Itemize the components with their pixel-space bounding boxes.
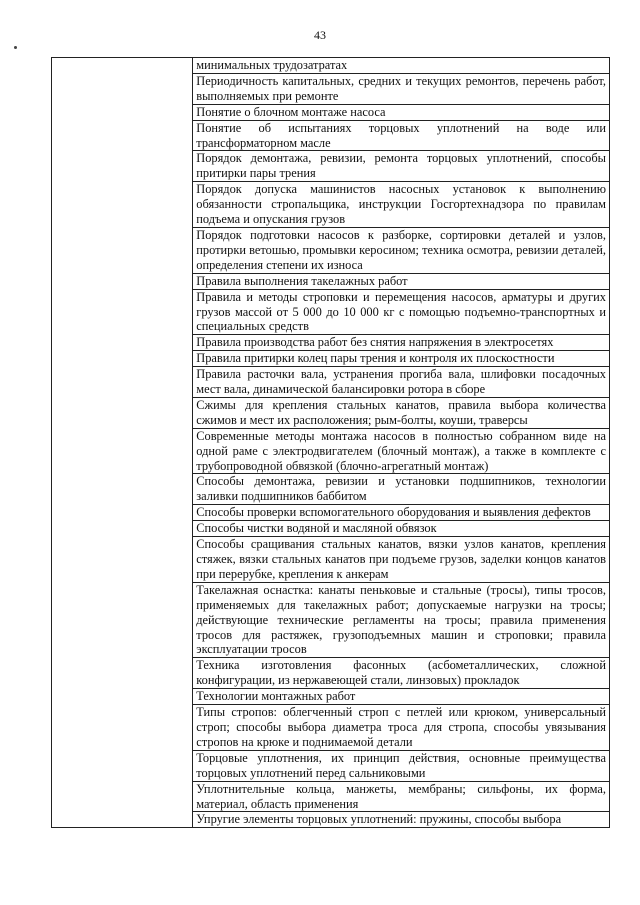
table-row bbox=[52, 58, 610, 74]
table-cell bbox=[193, 151, 610, 182]
left-column-cell bbox=[52, 58, 193, 828]
cell-text: Правила и методы строповки и перемещения насосов, арматуры и других грузов массой от 5 000 до 10 000 кг с помощью подъемно-транспортных и специальных средств bbox=[196, 289, 606, 334]
cell-text: Порядок допуска машинистов насосных установок к выполнению обязанности стропальщика, инструкции Госгортехнадзора по правилам подъема и опускания грузов bbox=[196, 182, 606, 227]
table-cell bbox=[193, 73, 610, 104]
table-cell bbox=[193, 474, 610, 505]
table-cell bbox=[193, 781, 610, 812]
table-cell bbox=[193, 335, 610, 351]
cell-text: Сжимы для крепления стальных канатов, правила выбора количества сжимов и мест их расположения; рым-болты, коуши, траверсы bbox=[196, 397, 606, 427]
table-cell bbox=[193, 58, 610, 74]
table-cell bbox=[193, 750, 610, 781]
table-cell bbox=[193, 120, 610, 151]
table-cell bbox=[193, 705, 610, 751]
scan-speck bbox=[14, 46, 17, 49]
cell-text: Способы демонтажа, ревизии и установки подшипников, технологии заливки подшипников баббитом bbox=[196, 474, 606, 504]
cell-text: Современные методы монтажа насосов в полностью собранном виде на одной раме с электродвигателем (блочный монтаж), а также в комплекте с трубопроводной обвязкой (блочно-агрегатный монтаж) bbox=[196, 428, 606, 473]
table-cell bbox=[193, 428, 610, 474]
table-cell bbox=[193, 351, 610, 367]
table-cell bbox=[193, 367, 610, 398]
cell-text: Такелажная оснастка: канаты пеньковые и стальные (тросы), типы тросов, применяемых для такелажных работ; допускаемые нагрузки на тросы; действующие технические регламенты на тросы; правила применения тросов для растяжек, грузоподъемных машин и строповки; правила эксплуатации тросов bbox=[196, 582, 606, 657]
cell-text: Периодичность капитальных, средних и текущих ремонтов, перечень работ, выполняемых при ремонте bbox=[196, 73, 606, 103]
cell-text: Правила выполнения такелажных работ bbox=[196, 273, 408, 288]
cell-text: Понятие о блочном монтаже насоса bbox=[196, 104, 386, 119]
cell-text: Правила производства работ без снятия напряжения в электросетях bbox=[196, 335, 554, 350]
table-cell bbox=[193, 689, 610, 705]
cell-text: Правила расточки вала, устранения прогиба вала, шлифовки посадочных мест вала, динамической балансировки ротора в сборе bbox=[196, 367, 606, 397]
cell-text: Техника изготовления фасонных (асбометаллических, сложной конфигурации, из нержавеющей стали, линзовых) прокладок bbox=[196, 658, 606, 688]
cell-text: Понятие об испытаниях торцовых уплотнений на воде или трансформаторном масле bbox=[196, 120, 606, 150]
table-cell bbox=[193, 812, 610, 828]
page-number: 43 bbox=[314, 28, 326, 42]
cell-text: Торцовые уплотнения, их принцип действия, основные преимущества торцовых уплотнений перед сальниковыми bbox=[196, 750, 606, 780]
cell-text: Способы проверки вспомогательного оборудования и выявления дефектов bbox=[196, 505, 591, 520]
requirements-table bbox=[51, 57, 610, 828]
table-body bbox=[52, 58, 610, 828]
table-cell bbox=[193, 582, 610, 658]
cell-text: Уплотнительные кольца, манжеты, мембраны; сильфоны, их форма, материал, область применения bbox=[196, 781, 606, 811]
table-cell bbox=[193, 537, 610, 583]
cell-text: Способы чистки водяной и масляной обвязок bbox=[196, 521, 437, 536]
cell-text: минимальных трудозатратах bbox=[196, 58, 348, 72]
cell-text: Упругие элементы торцовых уплотнений: пружины, способы выбора bbox=[196, 812, 562, 827]
table-cell bbox=[193, 658, 610, 689]
table-cell bbox=[193, 505, 610, 521]
cell-text: Способы сращивания стальных канатов, вязки узлов канатов, крепления стяжек, вязки стальных канатов при подъеме грузов, заделки концов канатов при перерубке, крепления к анкерам bbox=[196, 537, 606, 581]
cell-text: Типы стропов: облегченный строп с петлей или крюком, универсальный строп; способы выбора диаметра троса для стропа, способы увязывания стропов на крюке и поднимаемой детали bbox=[196, 705, 606, 749]
table-cell bbox=[193, 273, 610, 289]
cell-text: Технологии монтажных работ bbox=[196, 689, 356, 704]
table-cell bbox=[193, 289, 610, 335]
cell-text: Правила притирки колец пары трения и контроля их плоскостности bbox=[196, 351, 555, 366]
cell-text: Порядок подготовки насосов к разборке, сортировки деталей и узлов, протирки ветошью, промывки керосином; техника осмотра, ревизии деталей, определения степени их износа bbox=[196, 227, 606, 272]
table-cell bbox=[193, 104, 610, 120]
table-cell bbox=[193, 182, 610, 228]
table-cell bbox=[193, 521, 610, 537]
table-cell bbox=[193, 397, 610, 428]
table-cell bbox=[193, 227, 610, 273]
cell-text: Порядок демонтажа, ревизии, ремонта торцовых уплотнений, способы притирки пары трения bbox=[196, 151, 606, 181]
